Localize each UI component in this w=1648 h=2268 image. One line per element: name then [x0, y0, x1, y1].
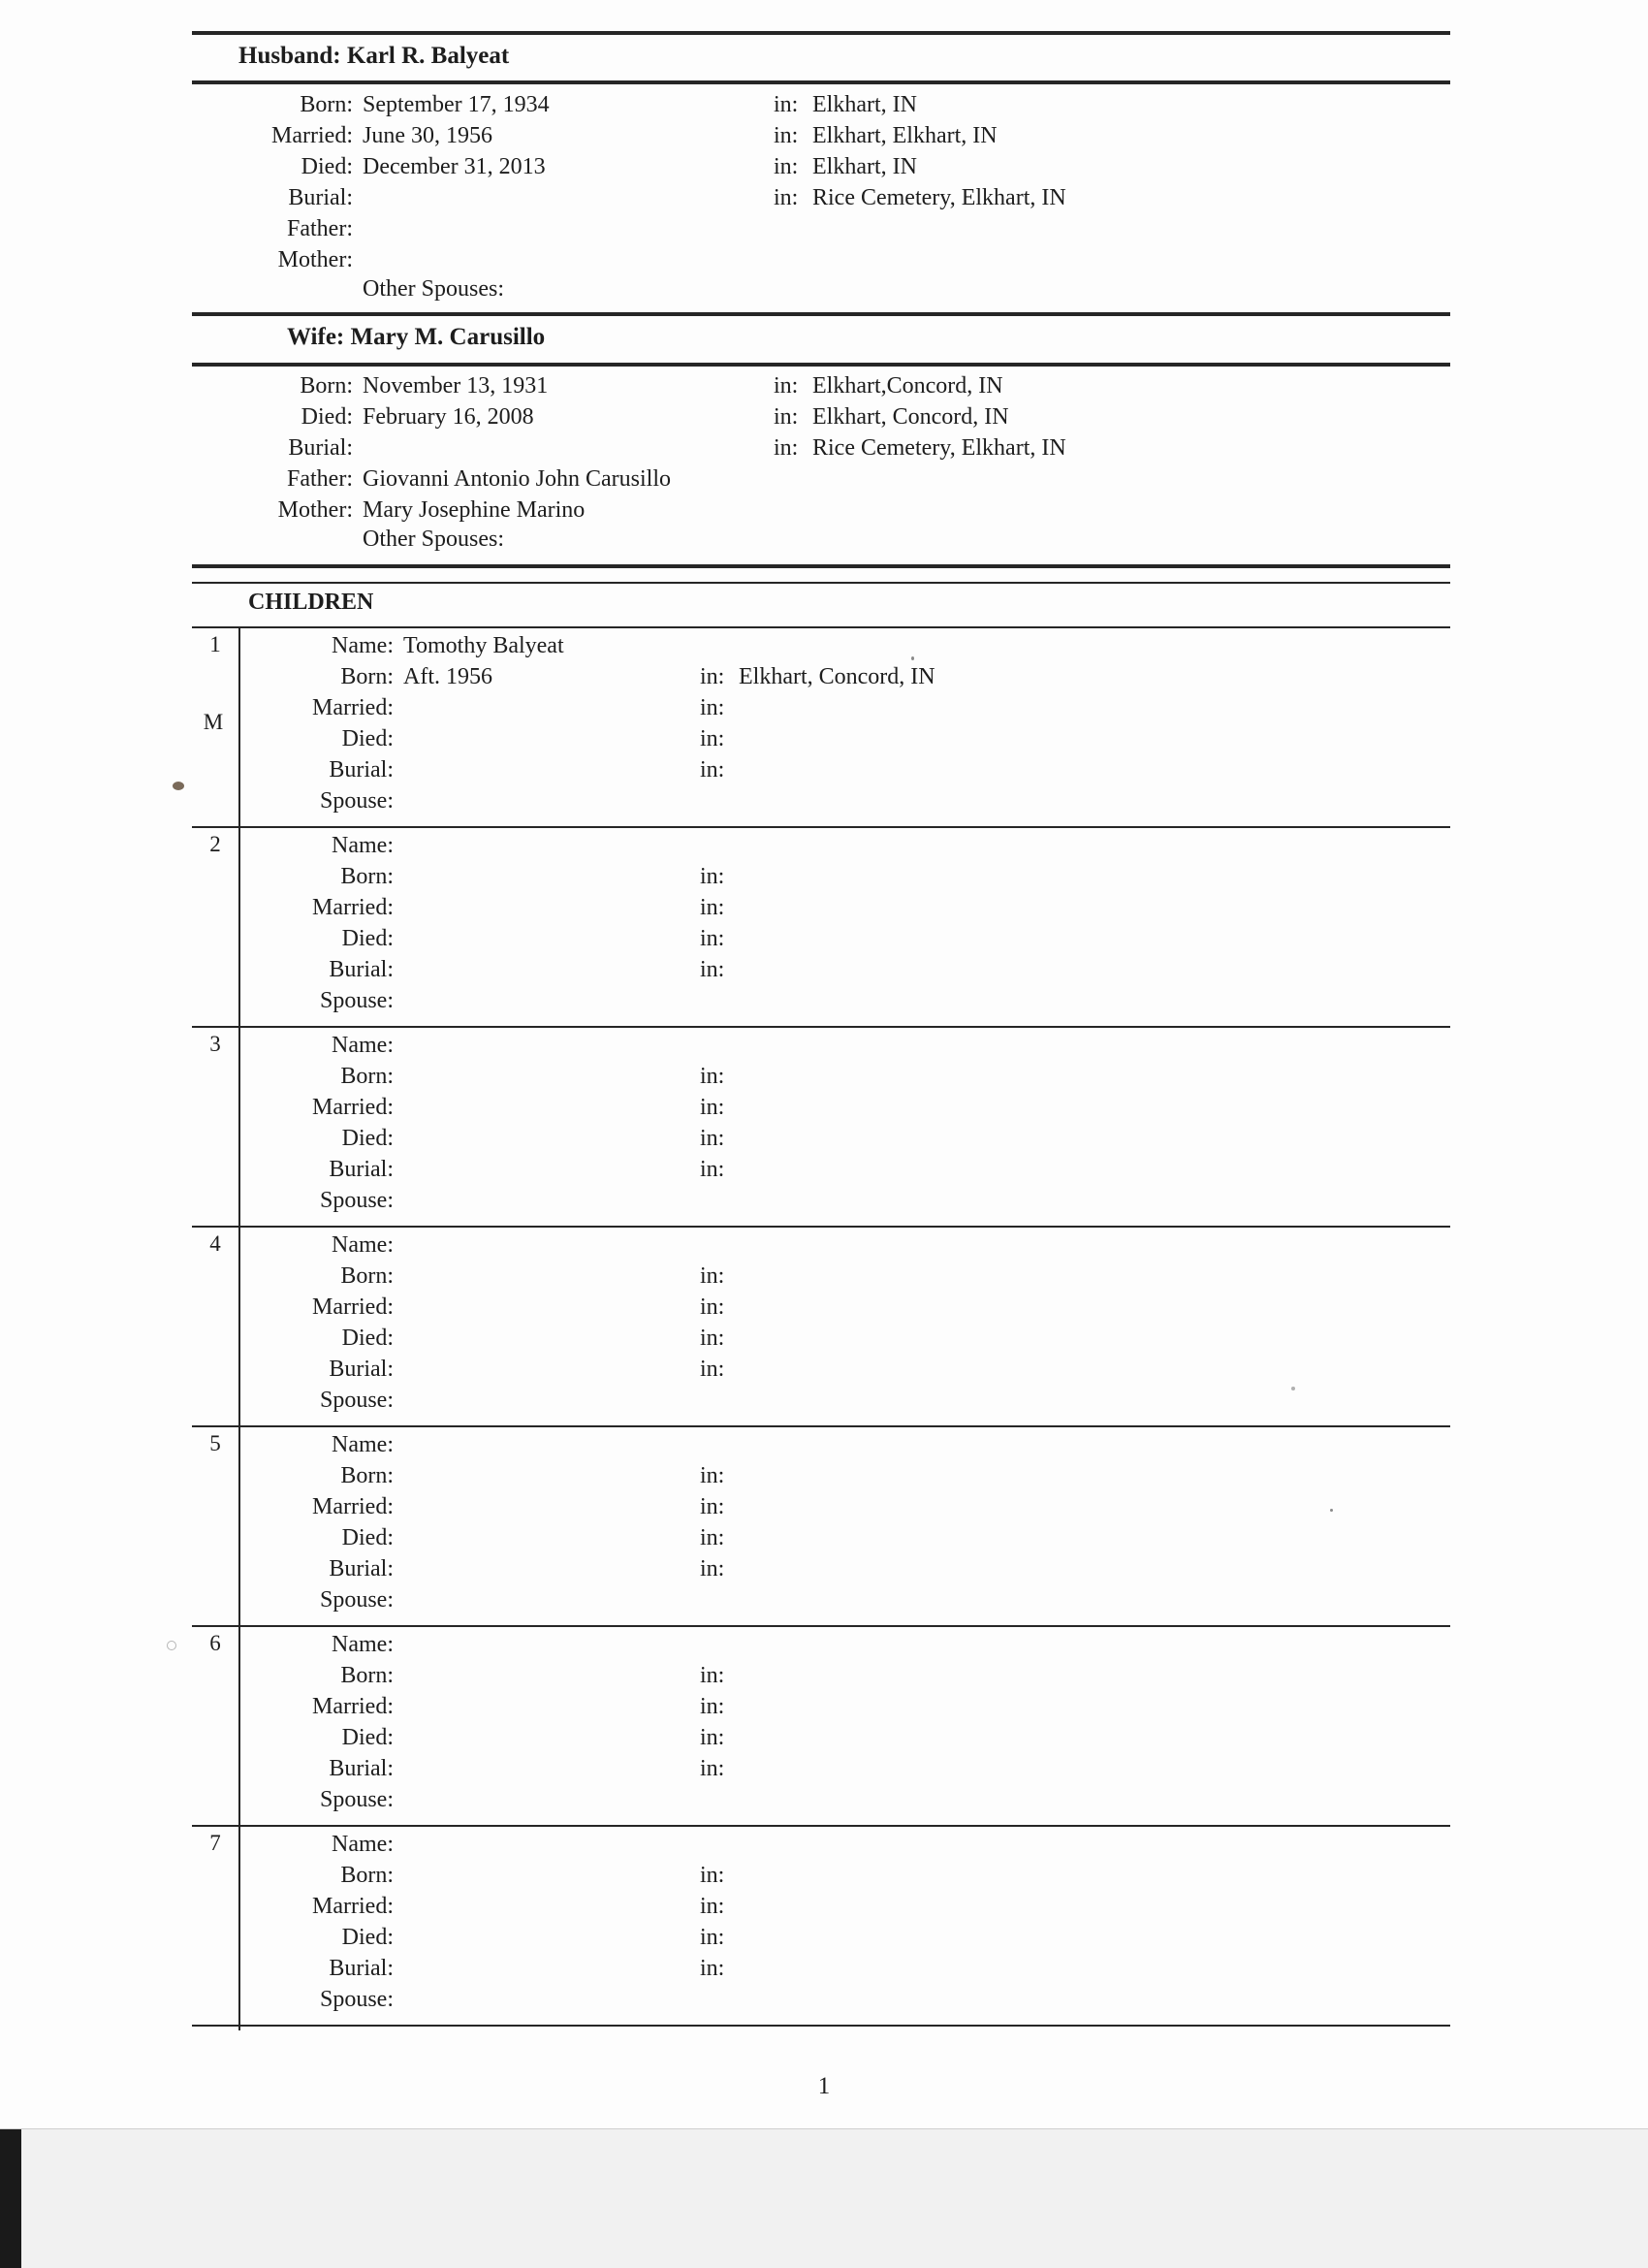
child-field-label: Married: — [312, 1494, 394, 1519]
children-header-rule — [192, 626, 1450, 628]
scan-speck — [173, 782, 184, 790]
child-separator-rule — [192, 1425, 1450, 1427]
husband-field-label: Burial: — [288, 185, 353, 210]
child-place-label: in: — [700, 695, 725, 720]
child-field-label: Name: — [332, 1432, 394, 1457]
wife-heading-label: Wife: — [287, 324, 345, 350]
wife-place-value: Rice Cemetery, Elkhart, IN — [812, 435, 1066, 461]
wife-other-spouses: Other Spouses: — [363, 527, 504, 552]
child-field-label: Married: — [312, 1894, 394, 1919]
child-separator-rule — [192, 1825, 1450, 1827]
child-separator-rule — [192, 826, 1450, 828]
child-field-label: Name: — [332, 833, 394, 858]
child-field-label: Name: — [332, 633, 394, 658]
child-field-label: Married: — [312, 1694, 394, 1719]
wife-rule — [192, 363, 1450, 367]
husband-field-label: Mother: — [277, 247, 353, 272]
husband-field-label: Died: — [301, 154, 353, 179]
child-separator-rule — [192, 1226, 1450, 1228]
scan-speck — [911, 656, 914, 660]
husband-heading — [238, 43, 509, 70]
child-field-label: Died: — [341, 1326, 394, 1351]
child-place-label: in: — [700, 1357, 725, 1382]
child-field-label: Born: — [340, 1064, 394, 1089]
child-number: 7 — [209, 1831, 221, 1855]
wife-field-label: Mother: — [277, 497, 353, 523]
child-vertical-rule — [238, 1028, 240, 1228]
scan-shadow — [0, 2129, 21, 2268]
child-vertical-rule — [238, 1427, 240, 1627]
child-field-label: Name: — [332, 1033, 394, 1058]
child-born-date: Aft. 1956 — [403, 664, 492, 689]
wife-field-value: Mary Josephine Marino — [363, 497, 586, 523]
page-number: 1 — [817, 2073, 831, 2099]
child-place-label: in: — [700, 957, 725, 982]
child-field-label: Spouse: — [319, 1188, 394, 1213]
child-field-label: Spouse: — [319, 788, 394, 814]
wife-top-rule — [192, 312, 1450, 316]
child-place-label: in: — [700, 1064, 725, 1089]
child-field-label: Died: — [341, 1725, 394, 1750]
husband-field-label: Born: — [300, 92, 353, 117]
children-heading: CHILDREN — [248, 590, 374, 615]
child-place-label: in: — [700, 1756, 725, 1781]
husband-field-value: December 31, 2013 — [363, 154, 546, 179]
wife-field-value: Giovanni Antonio John Carusillo — [363, 466, 671, 492]
child-place-label: in: — [700, 1494, 725, 1519]
child-field-label: Burial: — [329, 1956, 394, 1981]
child-field-label: Died: — [341, 726, 394, 751]
child-number: 6 — [209, 1631, 221, 1655]
child-place-label: in: — [700, 1157, 725, 1182]
child-field-label: Spouse: — [319, 1987, 394, 2012]
child-vertical-rule — [238, 628, 240, 828]
husband-place-value: Elkhart, IN — [812, 154, 917, 179]
children-top-rule-thin — [192, 582, 1450, 584]
child-number: 4 — [209, 1231, 221, 1256]
child-field-label: Married: — [312, 1294, 394, 1320]
child-separator-rule — [192, 2025, 1450, 2027]
child-place-label: in: — [700, 1894, 725, 1919]
child-field-label: Burial: — [329, 1357, 394, 1382]
child-field-label: Born: — [340, 1863, 394, 1888]
child-place-label: in: — [700, 1326, 725, 1351]
child-vertical-rule — [238, 828, 240, 1028]
wife-name: Mary M. Carusillo — [350, 324, 546, 350]
child-field-label: Born: — [340, 664, 394, 689]
child-place-label: in: — [700, 1294, 725, 1320]
wife-field-label: Father: — [287, 466, 353, 492]
child-number: 2 — [209, 832, 221, 856]
child-field-label: Died: — [341, 926, 394, 951]
wife-place-label: in: — [774, 435, 799, 461]
child-place-label: in: — [700, 1095, 725, 1120]
child-field-label: Spouse: — [319, 1388, 394, 1413]
child-place-label: in: — [700, 726, 725, 751]
husband-heading-label: Husband: — [238, 43, 341, 69]
child-place-label: in: — [700, 1725, 725, 1750]
child-place-label: in: — [700, 864, 725, 889]
husband-field-value: September 17, 1934 — [363, 92, 550, 117]
child-field-label: Married: — [312, 695, 394, 720]
child-field-label: Name: — [332, 1632, 394, 1657]
child-vertical-rule — [238, 1827, 240, 2030]
child-field-label: Born: — [340, 1263, 394, 1289]
child-number: 1 — [209, 632, 221, 656]
child-place-label: in: — [700, 1956, 725, 1981]
child-place-label: in: — [700, 1925, 725, 1950]
child-field-label: Burial: — [329, 1157, 394, 1182]
husband-field-label: Married: — [271, 123, 353, 148]
top-rule — [192, 31, 1450, 35]
child-field-label: Burial: — [329, 1756, 394, 1781]
child-name: Tomothy Balyeat — [403, 633, 564, 658]
child-field-label: Born: — [340, 1663, 394, 1688]
child-place-label: in: — [700, 1694, 725, 1719]
child-place-label: in: — [700, 1463, 725, 1488]
husband-place-value: Elkhart, Elkhart, IN — [812, 123, 998, 148]
child-field-label: Spouse: — [319, 1587, 394, 1613]
child-place-label: in: — [700, 1556, 725, 1581]
husband-name: Karl R. Balyeat — [346, 43, 510, 69]
child-field-label: Name: — [332, 1232, 394, 1258]
child-place-label: in: — [700, 664, 725, 689]
husband-place-label: in: — [774, 154, 799, 179]
child-separator-rule — [192, 1625, 1450, 1627]
wife-place-label: in: — [774, 373, 799, 399]
child-field-label: Died: — [341, 1925, 394, 1950]
child-field-label: Died: — [341, 1525, 394, 1550]
husband-place-label: in: — [774, 92, 799, 117]
child-field-label: Burial: — [329, 957, 394, 982]
wife-place-label: in: — [774, 404, 799, 430]
wife-field-label: Burial: — [288, 435, 353, 461]
child-field-label: Spouse: — [319, 1787, 394, 1812]
husband-field-value: June 30, 1956 — [363, 123, 492, 148]
husband-field-label: Father: — [287, 216, 353, 241]
child-field-label: Married: — [312, 1095, 394, 1120]
wife-field-label: Died: — [301, 404, 353, 430]
husband-place-value: Rice Cemetery, Elkhart, IN — [812, 185, 1066, 210]
child-place-label: in: — [700, 1263, 725, 1289]
child-vertical-rule — [238, 1627, 240, 1827]
child-separator-rule — [192, 1026, 1450, 1028]
child-field-label: Died: — [341, 1126, 394, 1151]
husband-place-label: in: — [774, 123, 799, 148]
child-vertical-rule — [238, 1228, 240, 1427]
child-place-label: in: — [700, 895, 725, 920]
child-field-label: Born: — [340, 1463, 394, 1488]
scan-speck — [1330, 1509, 1333, 1512]
child-sex: M — [203, 710, 224, 734]
husband-rule — [192, 80, 1450, 84]
scan-edge — [0, 2128, 1648, 2268]
child-born-place: Elkhart, Concord, IN — [739, 664, 935, 689]
child-field-label: Born: — [340, 864, 394, 889]
child-number: 3 — [209, 1032, 221, 1056]
children-top-rule-thick — [192, 564, 1450, 568]
child-field-label: Married: — [312, 895, 394, 920]
child-number: 5 — [209, 1431, 221, 1455]
wife-heading — [287, 324, 545, 351]
wife-field-label: Born: — [300, 373, 353, 399]
husband-place-value: Elkhart, IN — [812, 92, 917, 117]
wife-place-value: Elkhart,Concord, IN — [812, 373, 1003, 399]
child-place-label: in: — [700, 1525, 725, 1550]
child-field-label: Burial: — [329, 757, 394, 783]
wife-field-value: November 13, 1931 — [363, 373, 549, 399]
scan-speck — [167, 1641, 176, 1650]
child-place-label: in: — [700, 926, 725, 951]
child-place-label: in: — [700, 1126, 725, 1151]
child-field-label: Burial: — [329, 1556, 394, 1581]
child-field-label: Name: — [332, 1832, 394, 1857]
wife-place-value: Elkhart, Concord, IN — [812, 404, 1009, 430]
wife-field-value: February 16, 2008 — [363, 404, 534, 430]
husband-other-spouses: Other Spouses: — [363, 276, 504, 302]
child-place-label: in: — [700, 1863, 725, 1888]
child-field-label: Spouse: — [319, 988, 394, 1013]
husband-place-label: in: — [774, 185, 799, 210]
child-place-label: in: — [700, 757, 725, 783]
scan-speck — [1291, 1387, 1295, 1390]
child-place-label: in: — [700, 1663, 725, 1688]
